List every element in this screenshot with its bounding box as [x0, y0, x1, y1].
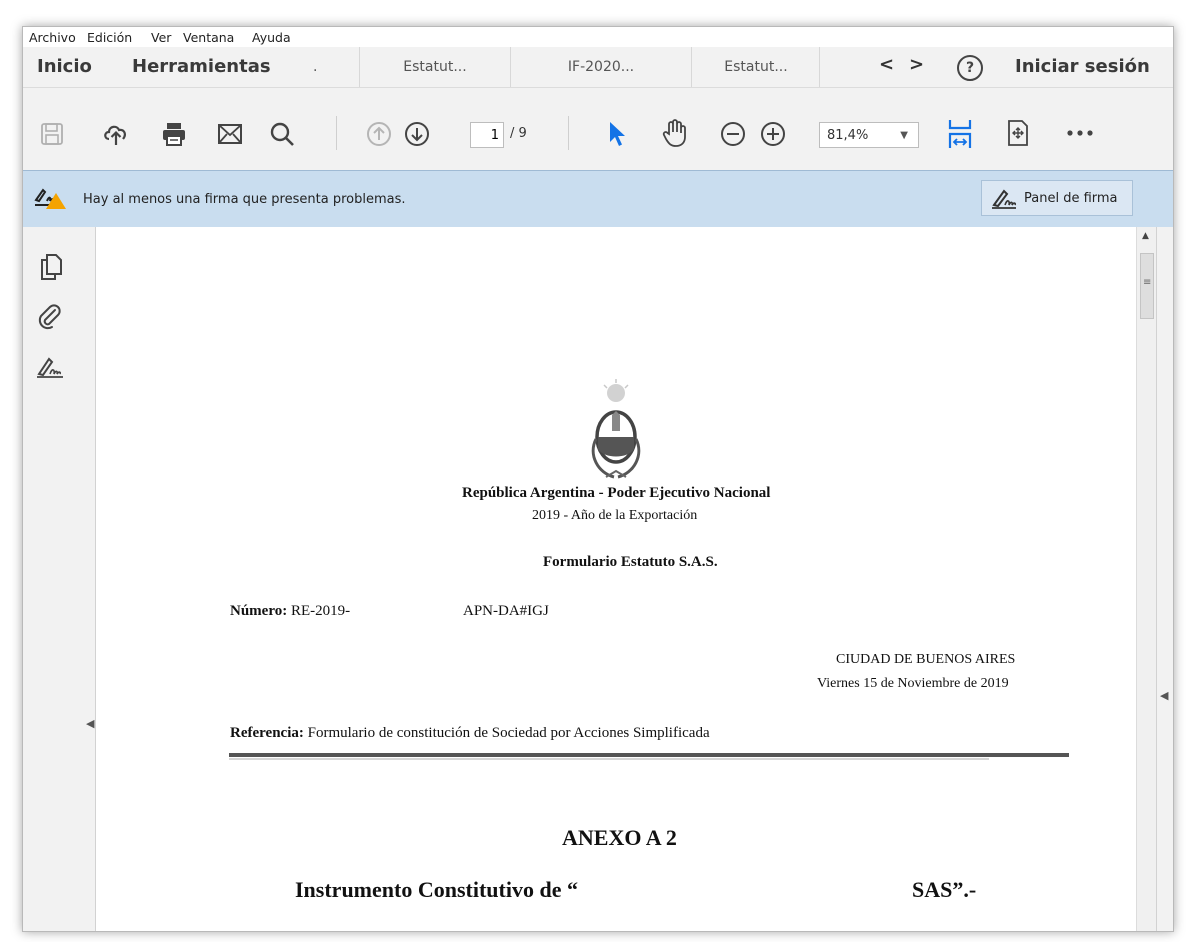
fit-width-icon[interactable] — [947, 118, 973, 150]
doc-header-year-motto: 2019 - Año de la Exportación — [532, 508, 698, 523]
fit-page-icon[interactable] — [1006, 119, 1030, 147]
zoom-in-icon[interactable] — [760, 121, 786, 147]
doc-date: Viernes 15 de Noviembre de 2019 — [817, 676, 1009, 691]
select-cursor-icon[interactable] — [607, 120, 627, 148]
doc-reference-text: Formulario de constitución de Sociedad por Acciones Simplificada — [307, 725, 710, 741]
tab-estatuto-1[interactable]: Estatut... — [359, 47, 510, 87]
menu-archivo[interactable]: Archivo — [29, 30, 76, 45]
search-icon[interactable] — [269, 121, 295, 147]
menu-ayuda[interactable]: Ayuda — [252, 30, 291, 45]
signin-link[interactable]: Iniciar sesión — [1015, 56, 1150, 77]
tab-if-2020[interactable]: IF-2020... — [510, 47, 691, 87]
nav-inicio[interactable]: Inicio — [37, 56, 92, 77]
toolbar-separator — [568, 116, 569, 150]
signature-panel-label: Panel de firma — [1024, 191, 1118, 206]
zoom-out-icon[interactable] — [720, 121, 746, 147]
signature-panel-button[interactable] — [981, 180, 1133, 216]
page-number-input[interactable]: 1 — [470, 122, 504, 148]
menu-ver[interactable]: Ver — [151, 30, 172, 45]
vertical-scrollbar[interactable] — [1136, 227, 1157, 931]
page-total: / 9 — [510, 126, 527, 141]
tab-estatuto-2[interactable]: Estatut... — [691, 47, 820, 87]
tab-overflow[interactable] — [819, 47, 858, 87]
tab-prev-icon[interactable]: < — [879, 54, 895, 75]
doc-instrument-suffix: SAS”.- — [912, 877, 977, 902]
doc-numero-suffix: APN-DA#IGJ — [463, 603, 549, 619]
doc-header-republic: República Argentina - Poder Ejecutivo Nacional — [462, 485, 771, 501]
menu-edicion[interactable]: Edición — [87, 30, 133, 45]
coat-of-arms-emblem — [584, 379, 648, 483]
pdf-page — [96, 227, 1136, 931]
attachment-paperclip-icon[interactable] — [37, 302, 63, 330]
scrollbar-thumb[interactable] — [1140, 253, 1154, 319]
zoom-level-value: 81,4% — [827, 128, 869, 143]
doc-reference-line — [230, 725, 710, 742]
doc-divider-line — [229, 753, 1069, 757]
doc-reference-label: Referencia: — [230, 725, 304, 741]
doc-instrument-prefix: Instrumento Constitutivo de “ — [295, 877, 578, 902]
signature-pen-icon — [990, 187, 1022, 211]
doc-annex-title: ANEXO A 2 — [562, 825, 677, 850]
email-icon[interactable] — [217, 123, 243, 145]
expand-right-pane-icon[interactable]: ◀ — [1160, 689, 1169, 702]
save-icon[interactable] — [40, 122, 64, 146]
document-viewport[interactable] — [96, 227, 1156, 931]
doc-numero-label: Número: — [230, 603, 288, 619]
doc-form-title: Formulario Estatuto S.A.S. — [543, 554, 718, 570]
help-icon[interactable]: ? — [957, 55, 983, 81]
menu-bar — [23, 27, 1173, 47]
right-pane-toggle[interactable] — [1156, 227, 1174, 931]
tab-bar — [23, 47, 1173, 88]
signature-warning-message: Hay al menos una firma que presenta problemas. — [83, 192, 406, 207]
hand-tool-icon[interactable] — [661, 118, 689, 148]
signature-notification-bar — [23, 170, 1173, 228]
doc-numero-line — [230, 603, 350, 620]
next-page-icon[interactable] — [404, 121, 430, 147]
doc-divider-shadow — [229, 758, 989, 760]
previous-page-icon[interactable] — [366, 121, 392, 147]
toolbar-separator — [336, 116, 337, 150]
tab-next-icon[interactable]: > — [909, 54, 925, 75]
collapse-left-pane-icon[interactable]: ◀ — [86, 717, 95, 730]
nav-herramientas[interactable]: Herramientas — [132, 56, 271, 77]
print-icon[interactable] — [161, 121, 187, 147]
doc-city: CIUDAD DE BUENOS AIRES — [836, 652, 1016, 667]
upload-cloud-icon[interactable] — [102, 121, 130, 147]
grip-icon: ≡ — [1143, 277, 1152, 288]
menu-ventana[interactable]: Ventana — [183, 30, 235, 45]
scroll-up-icon[interactable]: ▲ — [1142, 231, 1149, 241]
acrobat-window — [22, 26, 1174, 932]
zoom-level-select[interactable] — [819, 122, 919, 148]
page-thumbnails-icon[interactable] — [39, 253, 63, 281]
tab-truncated[interactable]: . — [313, 59, 318, 75]
doc-numero-prefix: RE-2019- — [290, 603, 351, 619]
signatures-panel-icon[interactable] — [35, 353, 67, 381]
signature-warning-icon — [33, 186, 67, 210]
more-options-icon[interactable] — [1066, 129, 1094, 137]
toolbar — [23, 88, 1173, 170]
chevron-down-icon: ▼ — [900, 130, 908, 141]
left-navigation-pane — [23, 227, 96, 931]
